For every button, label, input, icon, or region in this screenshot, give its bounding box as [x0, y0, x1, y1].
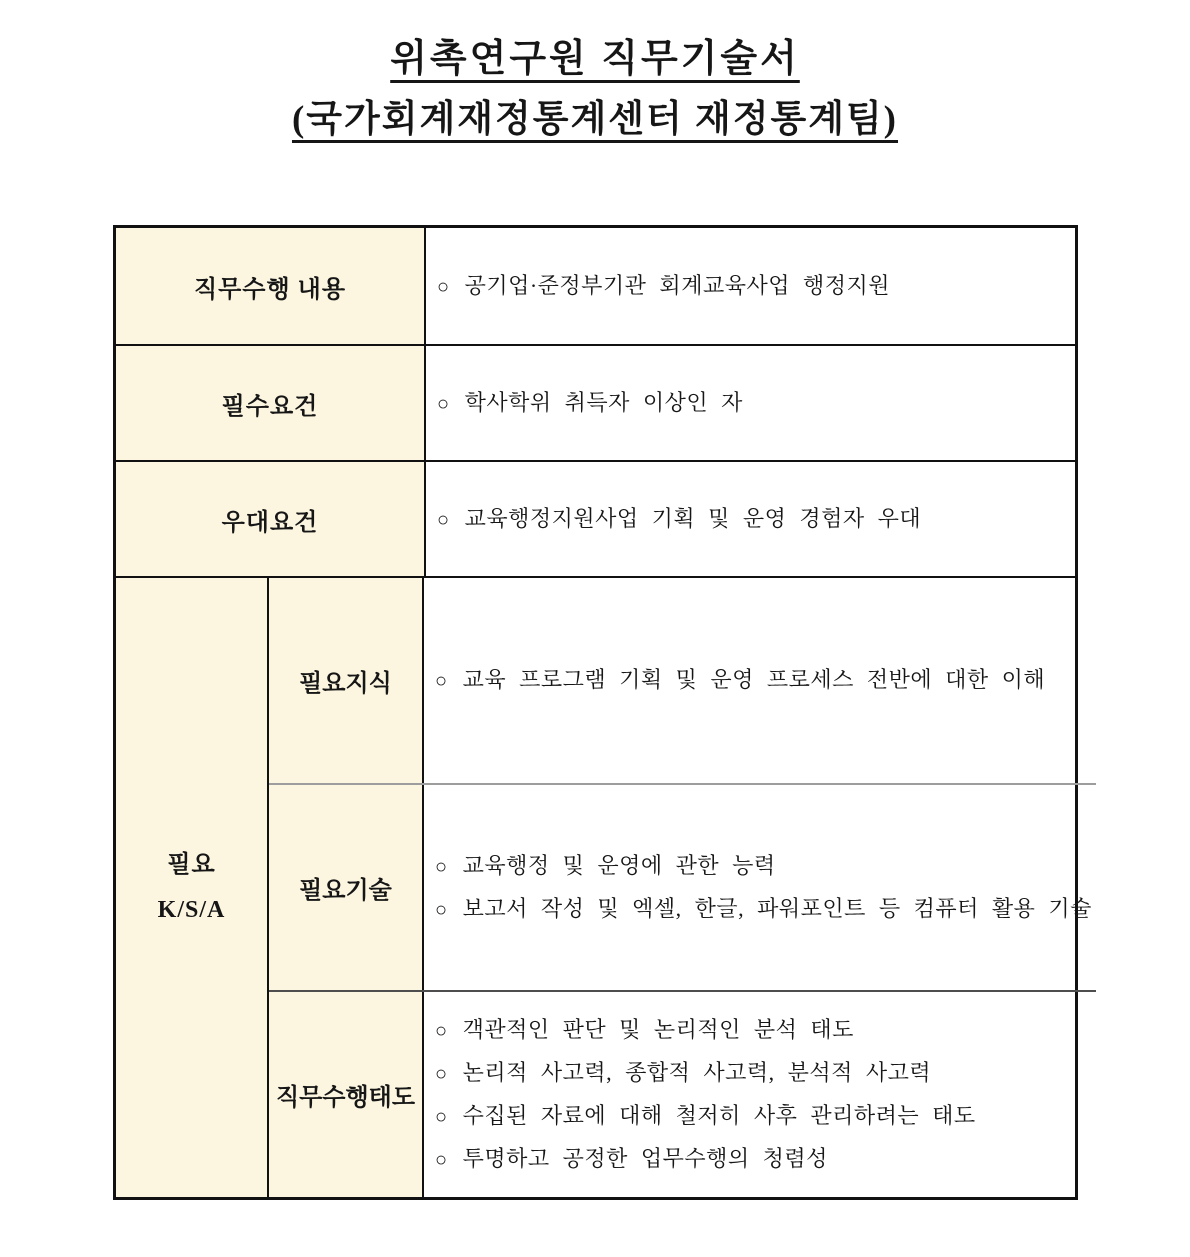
circle-bullet-icon: ○: [435, 855, 448, 878]
document-header: [0, 40, 1190, 138]
circle-bullet-icon: ○: [435, 1062, 448, 1085]
circle-bullet-icon: ○: [435, 1148, 448, 1171]
subrow-content-knowledge: [424, 578, 1096, 783]
bullet-text: 투명하고 공정한 업무수행의 청렴성: [462, 1145, 828, 1171]
row-content-duty: [426, 228, 1075, 344]
subrow-label-knowledge: 필요지식: [269, 578, 424, 783]
ksa-label-line2: K/S/A: [157, 896, 226, 923]
subrow-content-attitude: [424, 992, 1096, 1197]
table-row-ksa: [116, 578, 1092, 1197]
bullet-text: 공기업·준정부기관 회계교육사업 행정지원: [464, 272, 890, 298]
bullet-item: [435, 1009, 1092, 1052]
ksa-label-line1: 필요: [167, 851, 216, 878]
circle-bullet-icon: ○: [437, 275, 450, 298]
subrow-content-skill: [424, 785, 1096, 990]
circle-bullet-icon: ○: [437, 392, 450, 415]
bullet-item: [435, 888, 1092, 931]
subrow-skill: [269, 785, 1096, 992]
bullet-item: [437, 265, 1069, 308]
bullet-text: 교육행정 및 운영에 관한 능력: [462, 852, 776, 878]
bullet-text: 교육행정지원사업 기획 및 운영 경험자 우대: [464, 505, 922, 531]
circle-bullet-icon: ○: [437, 508, 450, 531]
row-content-required: [426, 346, 1075, 460]
circle-bullet-icon: ○: [435, 898, 448, 921]
bullet-item: [437, 498, 1069, 541]
circle-bullet-icon: ○: [435, 670, 448, 692]
bullet-item: [435, 845, 1092, 888]
row-content-preferred: [426, 462, 1075, 576]
subrow-label-skill: 필요기술: [269, 785, 424, 990]
ksa-row-label: [116, 578, 269, 1197]
row-label-duty: 직무수행 내용: [116, 228, 426, 344]
bullet-item: [437, 382, 1069, 425]
table-row-required: [116, 346, 1075, 462]
bullet-item: [435, 1095, 1092, 1138]
bullet-text: 보고서 작성 및 엑셀, 한글, 파워포인트 등 컴퓨터 활용 기술: [462, 895, 1092, 921]
ksa-subrows: [269, 578, 1096, 1197]
subrow-attitude: [269, 992, 1096, 1197]
circle-bullet-icon: ○: [435, 1019, 448, 1042]
subrow-knowledge: [269, 578, 1096, 785]
document-title: 위촉연구원 직무기술서: [390, 38, 800, 80]
bullet-text: 학사학위 취득자 이상인 자: [464, 389, 743, 415]
circle-bullet-icon: ○: [435, 1105, 448, 1128]
bullet-item: [435, 1052, 1092, 1095]
bullet-text: 수집된 자료에 대해 철저히 사후 관리하려는 태도: [462, 1102, 976, 1128]
document-subtitle: (국가회계재정통계센터 재정통계팀): [291, 99, 899, 140]
bullet-item: [435, 1138, 1092, 1181]
bullet-text: 객관적인 판단 및 논리적인 분석 태도: [462, 1016, 854, 1042]
bullet-item: [435, 659, 1092, 702]
row-label-preferred: 우대요건: [116, 462, 426, 576]
bullet-text: 교육 프로그램 기획 및 운영 프로세스 전반에 대한 이해: [462, 667, 1046, 692]
subrow-label-attitude: 직무수행태도: [269, 992, 424, 1197]
job-description-table: [113, 225, 1092, 1200]
table-row-preferred: [116, 462, 1075, 578]
bullet-text: 논리적 사고력, 종합적 사고력, 분석적 사고력: [462, 1059, 932, 1085]
table-row-duty: [116, 228, 1075, 346]
row-label-required: 필수요건: [116, 346, 426, 460]
